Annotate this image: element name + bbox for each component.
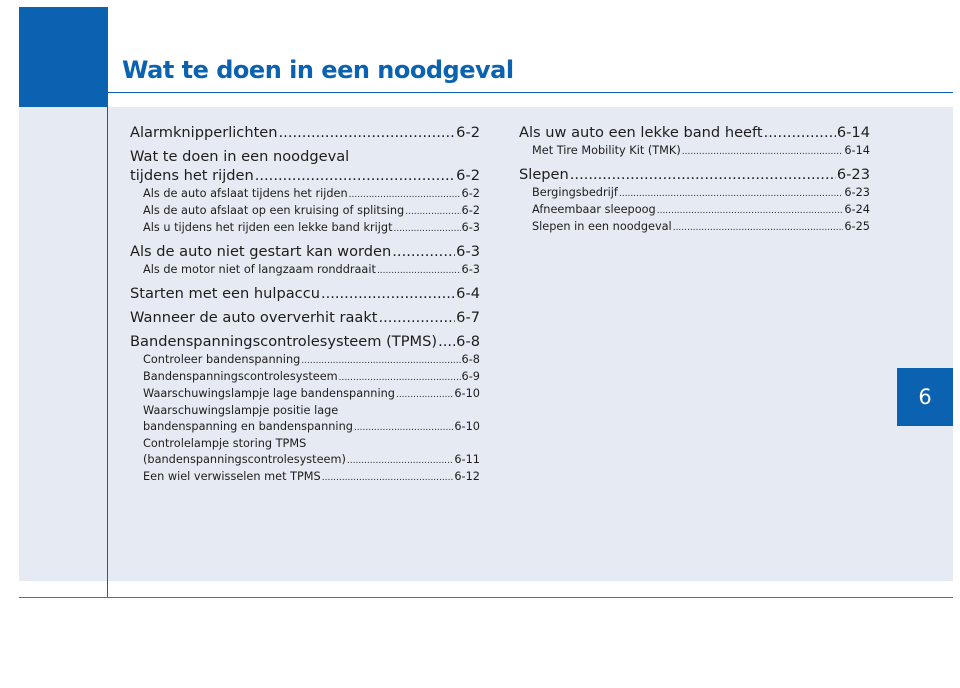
toc-subentry[interactable] (130, 452, 480, 469)
margin-rule (107, 7, 108, 598)
toc-subentry[interactable] (130, 469, 480, 486)
toc-subentry-page: 6-2 (461, 204, 480, 217)
toc-subentry-page: 6-24 (844, 203, 870, 216)
dot-leader (405, 204, 460, 220)
toc-subentry-page: 6-3 (461, 221, 480, 234)
toc-subentry-page: 6-10 (454, 420, 480, 433)
toc-entry-page: 6-8 (456, 333, 480, 350)
dot-leader (673, 220, 844, 236)
toc-subentry-label: Als u tijdens het rijden een lekke band krijgt (143, 221, 393, 234)
toc-entry-label: Bandenspanningscontrolesysteem (TPMS) (130, 333, 438, 350)
dot-leader (301, 353, 460, 369)
dot-leader (682, 144, 844, 160)
dot-leader (322, 470, 454, 486)
footer-rule (19, 597, 953, 598)
toc-entry-hulpaccu[interactable] (130, 284, 480, 303)
dot-leader (396, 387, 453, 403)
dot-leader (377, 263, 461, 279)
dot-leader (379, 308, 456, 327)
toc-subentry-page: 6-2 (461, 187, 480, 200)
toc-entry-page: 6-3 (456, 243, 480, 260)
toc-subentry-label: Als de auto afslaat tijdens het rijden (143, 187, 348, 200)
toc-subentry[interactable] (130, 386, 480, 403)
toc-subentry[interactable] (130, 419, 480, 436)
toc-subentry-page: 6-23 (844, 186, 870, 199)
toc-subentry-page: 6-12 (454, 470, 480, 483)
toc-subentry[interactable] (519, 143, 870, 160)
dot-leader (349, 187, 461, 203)
toc-subentry[interactable] (519, 202, 870, 219)
toc-entry-page: 6-2 (456, 124, 480, 141)
toc-entry-lekke-band[interactable] (519, 123, 870, 142)
toc-subentry-page: 6-10 (454, 387, 480, 400)
toc-subentry-page: 6-9 (461, 370, 480, 383)
toc-entry-tpms[interactable] (130, 332, 480, 351)
toc-subentry-label: Controleer bandenspanning (143, 353, 301, 366)
dot-leader (657, 203, 844, 219)
toc-entry-label: tijdens het rijden (130, 167, 254, 184)
dot-leader (394, 221, 461, 237)
toc-entry-label: Alarmknipperlichten (130, 124, 278, 141)
header-color-block (19, 7, 108, 107)
dot-leader (255, 166, 455, 185)
toc-entry-label: Als uw auto een lekke band heeft (519, 124, 763, 141)
toc-right-column (519, 123, 870, 236)
toc-subentry[interactable] (130, 186, 480, 203)
toc-subentry[interactable] (130, 352, 480, 369)
toc-subentry-label: Waarschuwingslampje lage bandenspanning (143, 387, 395, 400)
dot-leader (321, 284, 455, 303)
toc-subentry-page: 6-11 (454, 453, 480, 466)
toc-entry-wat-te-doen[interactable] (130, 166, 480, 185)
toc-subentry-label: Met Tire Mobility Kit (TMK) (532, 144, 681, 157)
toc-entry-slepen[interactable] (519, 165, 870, 184)
dot-leader (347, 453, 453, 469)
toc-entry-label: Wanneer de auto oververhit raakt (130, 309, 378, 326)
dot-leader (339, 370, 461, 386)
chapter-number: 6 (918, 385, 932, 409)
chapter-tab[interactable] (897, 368, 953, 426)
toc-entry-label: Starten met een hulpaccu (130, 285, 320, 302)
toc-subentry-label: Bergingsbedrijf (532, 186, 618, 199)
toc-subentry[interactable] (130, 262, 480, 279)
toc-subentry-label: Bandenspanningscontrolesysteem (143, 370, 338, 383)
dot-leader (354, 420, 453, 436)
toc-entry-page: 6-2 (456, 167, 480, 184)
title-underline (108, 92, 953, 93)
dot-leader (619, 186, 843, 202)
toc-subentry-line: Waarschuwingslampje positie lage (143, 404, 339, 417)
toc-entry-line: Wat te doen in een noodgeval (130, 148, 350, 165)
toc-subentry-label: (bandenspanningscontrolesysteem) (143, 453, 346, 466)
toc-entry-label: Slepen (519, 166, 569, 183)
dot-leader (438, 332, 455, 351)
toc-subentry[interactable] (519, 219, 870, 236)
toc-subentry-page: 6-8 (461, 353, 480, 366)
dot-leader (570, 165, 836, 184)
dot-leader (764, 123, 836, 142)
toc-subentry-page: 6-14 (844, 144, 870, 157)
dot-leader (279, 123, 456, 142)
toc-entry-niet-gestart[interactable] (130, 242, 480, 261)
page-title: Wat te doen in een noodgeval (122, 56, 514, 84)
toc-subentry[interactable] (130, 369, 480, 386)
toc-left-column (130, 123, 480, 486)
toc-entry-page: 6-4 (456, 285, 480, 302)
toc-entry-alarmknipperlichten[interactable] (130, 123, 480, 142)
toc-subentry-label: Als de motor niet of langzaam ronddraait (143, 263, 376, 276)
toc-entry-page: 6-23 (836, 166, 870, 183)
toc-entry-oververhit[interactable] (130, 308, 480, 327)
dot-leader (392, 242, 455, 261)
toc-entry-page: 6-7 (456, 309, 480, 326)
toc-subentry-label: bandenspanning en bandenspanning (143, 420, 353, 433)
toc-subentry[interactable] (519, 185, 870, 202)
toc-entry-page: 6-14 (836, 124, 870, 141)
toc-subentry-page: 6-25 (844, 220, 870, 233)
toc-subentry[interactable] (130, 203, 480, 220)
toc-subentry-label: Een wiel verwisselen met TPMS (143, 470, 321, 483)
toc-subentry[interactable] (130, 220, 480, 237)
toc-entry-label: Als de auto niet gestart kan worden (130, 243, 392, 260)
toc-subentry-label: Afneembaar sleepoog (532, 203, 656, 216)
toc-subentry-line: Controlelampje storing TPMS (143, 437, 307, 450)
toc-subentry-label: Als de auto afslaat op een kruising of splitsing (143, 204, 405, 217)
toc-subentry-page: 6-3 (461, 263, 480, 276)
toc-subentry-label: Slepen in een noodgeval (532, 220, 672, 233)
